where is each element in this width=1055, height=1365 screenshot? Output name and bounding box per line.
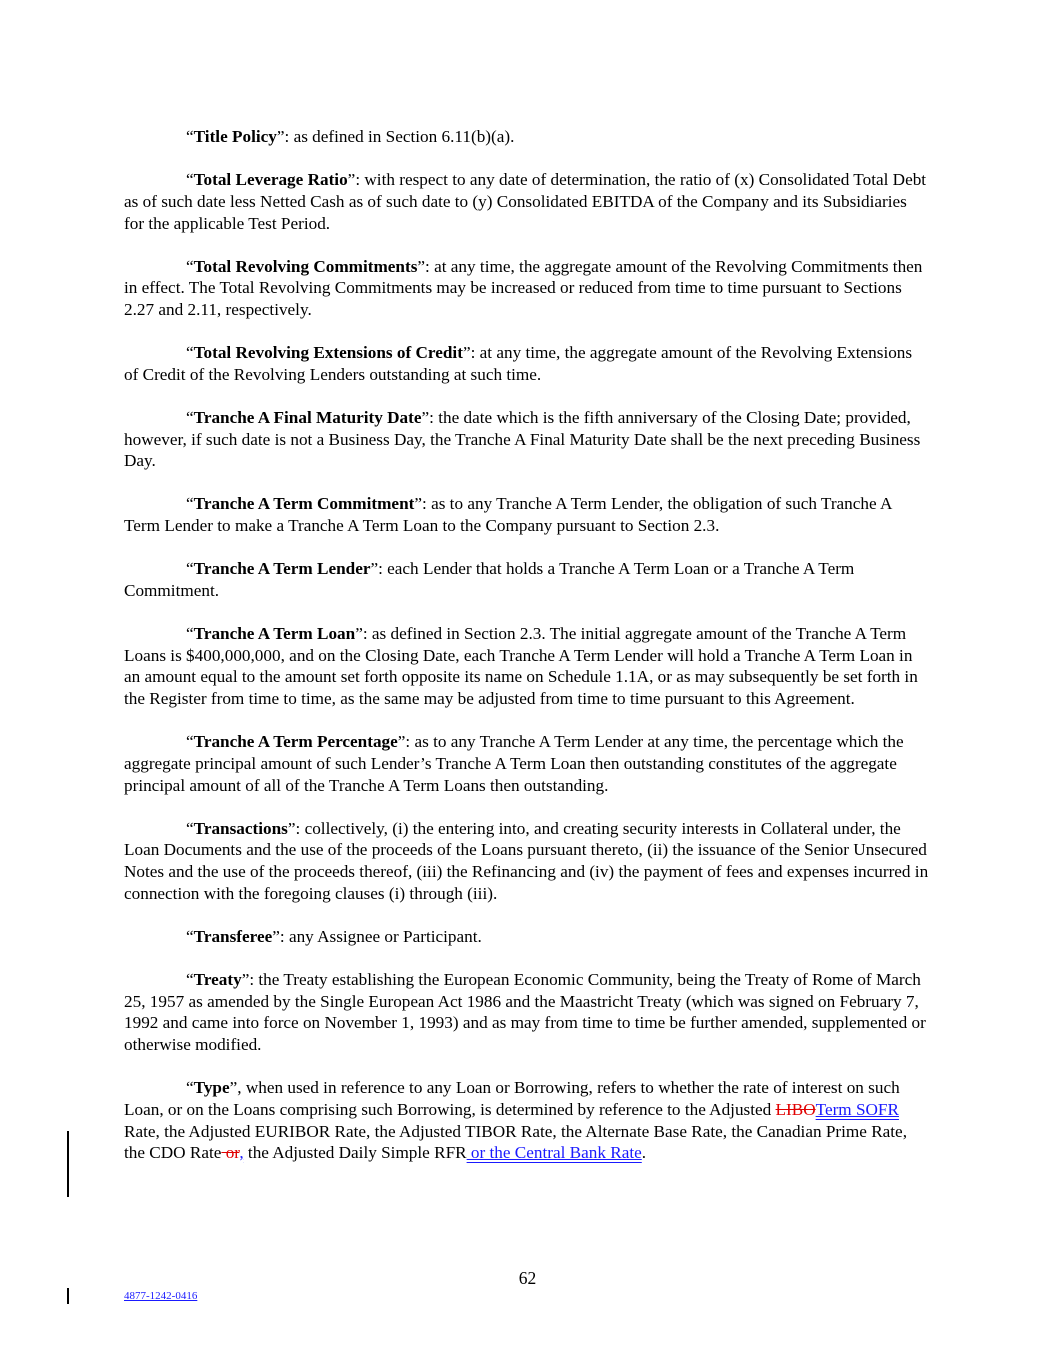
defined-term: Type: [193, 1078, 230, 1098]
definition-text: : each Lender that holds a Tranche A Term Loan or a Tranche A Term Commitment.: [124, 559, 855, 600]
definition-title-policy: “Title Policy”: as defined in Section 6.11(b)(a).: [186, 127, 515, 146]
page-number: 62: [518, 1268, 537, 1288]
definition-tranche-a-term-commitment: “Tranche A Term Commitment”: as to any Tranche A Term Lender, the obligation of such Tranche A Term Lender to make a Tranche A Term Loan to the Company pursuant to Section 2.3.: [124, 494, 892, 536]
defined-term: Title Policy: [193, 127, 277, 146]
definition-type: “Type”, when used in reference to any Loan or Borrowing, refers to whether the rate of interest on such Loan, or on the Loans comprising such Borrowing, is determined by reference to the Adjusted LIBOTerm SOFR Rate, the Adjusted EURIBOR Rate, the Adjusted TIBOR Rate, the Alternate Base Rate, the Canadian Prime Rate, the CDO Rate or, the Adjusted Daily Simple RFR or the Central Bank Rate.: [124, 1078, 907, 1163]
inserted-text: or the Central Bank Rate: [466, 1143, 642, 1163]
definition-total-leverage-ratio: “Total Leverage Ratio”: with respect to any date of determination, the ratio of (x) Consolidated Total Debt as of such date less Netted Cash as of such date to (y) Consolidated EBITDA of the Company and its Subsidiaries for the applicable Test Period.: [124, 170, 927, 233]
definition-tranche-a-term-lender: “Tranche A Term Lender”: each Lender that holds a Tranche A Term Loan or a Tranche A Term Commitment.: [124, 559, 855, 600]
defined-term: Total Revolving Extensions of Credit: [193, 343, 463, 363]
defined-term: Tranche A Final Maturity Date: [193, 407, 422, 427]
definition-text: : as defined in Section 6.11(b)(a).: [284, 127, 515, 146]
deleted-text: LIBO: [775, 1099, 816, 1119]
definition-text: : as to any Tranche A Term Lender at any time, the percentage which the aggregate principal amount of such Lender’s Tranche A Term Loan then outstanding constitutes of the aggregate principal amount of all of the Tranche A Term Loans then outstanding.: [124, 732, 904, 795]
definition-text: : at any time, the aggregate amount of the Revolving Commitments then in effect. The Total Revolving Commitments may be increased or reduced from time to time pursuant to Sections 2.27 and 2.11, respectively.: [124, 256, 923, 319]
defined-term: Treaty: [193, 969, 242, 989]
defined-term: Tranche A Term Lender: [193, 559, 371, 579]
definition-total-revolving-commitments: “Total Revolving Commitments”: at any time, the aggregate amount of the Revolving Commitments then in effect. The Total Revolving Commitments may be increased or reduced from time to time pursuant to Sections 2.27 and 2.11, respectively.: [124, 256, 923, 319]
definition-tranche-a-term-percentage: “Tranche A Term Percentage”: as to any Tranche A Term Lender at any time, the percentage which the aggregate principal amount of such Lender’s Tranche A Term Loan then outstanding constitutes of the aggregate principal amount of all of the Tranche A Term Loans then outstanding.: [124, 732, 904, 795]
definition-text: : as defined in Section 2.3. The initial aggregate amount of the Tranche A Term Loans is $400,000,000, and on the Closing Date, each Tranche A Term Lender will hold a Tranche A Term Loan in an amount equal to the amount set forth opposite its name on Schedule 1.1A, or as may subsequently be set forth in the Register from time to time, as the same may be adjusted from time to time pursuant to this Agreement.: [124, 623, 918, 709]
defined-term: Total Leverage Ratio: [193, 170, 348, 190]
defined-term: Transferee: [193, 926, 273, 946]
document-body: [124, 126, 930, 1185]
change-bar: [67, 1288, 69, 1304]
definition-text: the Adjusted Daily Simple RFR: [243, 1143, 467, 1163]
document-id: 4877-1242-0416: [124, 1290, 198, 1302]
defined-term: Tranche A Term Percentage: [193, 732, 398, 752]
definition-transactions: “Transactions”: collectively, (i) the entering into, and creating security interests in Collateral under, the Loan Documents and the use of the proceeds of the Loans pursuant thereto, (ii) the issuance of the Senior Unsecured Notes and the use of the proceeds thereof, (iii) the Refinancing and (iv) the payment of fees and expenses incurred in connection with the foregoing clauses (i) through (iii).: [124, 818, 929, 903]
definition-transferee: “Transferee”: any Assignee or Participant.: [186, 926, 482, 946]
definition-text: : the date which is the fifth anniversary of the Closing Date; provided, however, if such date is not a Business Day, the Tranche A Final Maturity Date shall be the next preceding Business Day.: [124, 407, 921, 471]
change-bar: [67, 1131, 69, 1197]
definition-tranche-a-term-loan: “Tranche A Term Loan”: as defined in Section 2.3. The initial aggregate amount of the Tranche A Term Loans is $400,000,000, and on the Closing Date, each Tranche A Term Lender will hold a Tranche A Term Loan in an amount equal to the amount set forth opposite its name on Schedule 1.1A, or as may subsequently be set forth in the Register from time to time, as the same may be adjusted from time to time pursuant to this Agreement.: [124, 623, 918, 709]
inserted-text: Term SOFR: [815, 1099, 899, 1119]
definition-text: .: [641, 1143, 647, 1163]
definition-text: : at any time, the aggregate amount of the Revolving Extensions of Credit of the Revolving Lenders outstanding at such time.: [124, 343, 913, 384]
definition-text: : the Treaty establishing the European Economic Community, being the Treaty of Rome of March 25, 1957 as amended by the Single European Act 1986 and the Maastricht Treaty (which was signed on February 7, 1992 and came into force on November 1, 1993) and as may from time to time be further amended, supplemented or otherwise modified.: [124, 969, 926, 1055]
definition-text: : with respect to any date of determination, the ratio of (x) Consolidated Total Debt as of such date less Netted Cash as of such date to (y) Consolidated EBITDA of the Company and its Subsidiaries for the applicable Test Period.: [124, 170, 927, 233]
inserted-text: ,: [239, 1143, 244, 1163]
definition-tranche-a-final-maturity-date: “Tranche A Final Maturity Date”: the date which is the fifth anniversary of the Closing Date; provided, however, if such date is not a Business Day, the Tranche A Final Maturity Date shall be the next preceding Business Day.: [124, 407, 921, 471]
defined-term: Transactions: [193, 818, 288, 838]
definition-total-revolving-extensions: “Total Revolving Extensions of Credit”: at any time, the aggregate amount of the Revolving Extensions of Credit of the Revolving Lenders outstanding at such time.: [124, 343, 913, 384]
defined-term: Tranche A Term Commitment: [193, 494, 415, 514]
definition-text: : collectively, (i) the entering into, and creating security interests in Collateral under, the Loan Documents and the use of the proceeds of the Loans pursuant thereto, (ii) the issuance of the Senior Unsecured Notes and the use of the proceeds thereof, (iii) the Refinancing and (iv) the payment of fees and expenses incurred in connection with the foregoing clauses (i) through (iii).: [124, 818, 929, 903]
definition-text: , when used in reference to any Loan or Borrowing, refers to whether the rate of interest on such Loan, or on the Loans comprising such Borrowing, is determined by reference to the Adjusted: [124, 1078, 900, 1119]
definition-text: : any Assignee or Participant.: [279, 926, 482, 946]
defined-term: Total Revolving Commitments: [193, 256, 418, 276]
definition-text: : as to any Tranche A Term Lender, the obligation of such Tranche A Term Lender to make a Tranche A Term Loan to the Company pursuant to Section 2.3.: [124, 494, 892, 536]
definition-text: Rate, the Adjusted EURIBOR Rate, the Adjusted TIBOR Rate, the Alternate Base Rate, the Canadian Prime Rate, the CDO Rate: [124, 1121, 907, 1163]
deleted-text: or: [221, 1143, 240, 1163]
definition-treaty: “Treaty”: the Treaty establishing the European Economic Community, being the Treaty of Rome of March 25, 1957 as amended by the Single European Act 1986 and the Maastricht Treaty (which was signed on February 7, 1992 and came into force on November 1, 1993) and as may from time to time be further amended, supplemented or otherwise modified.: [124, 969, 926, 1055]
defined-term: Tranche A Term Loan: [193, 623, 356, 643]
